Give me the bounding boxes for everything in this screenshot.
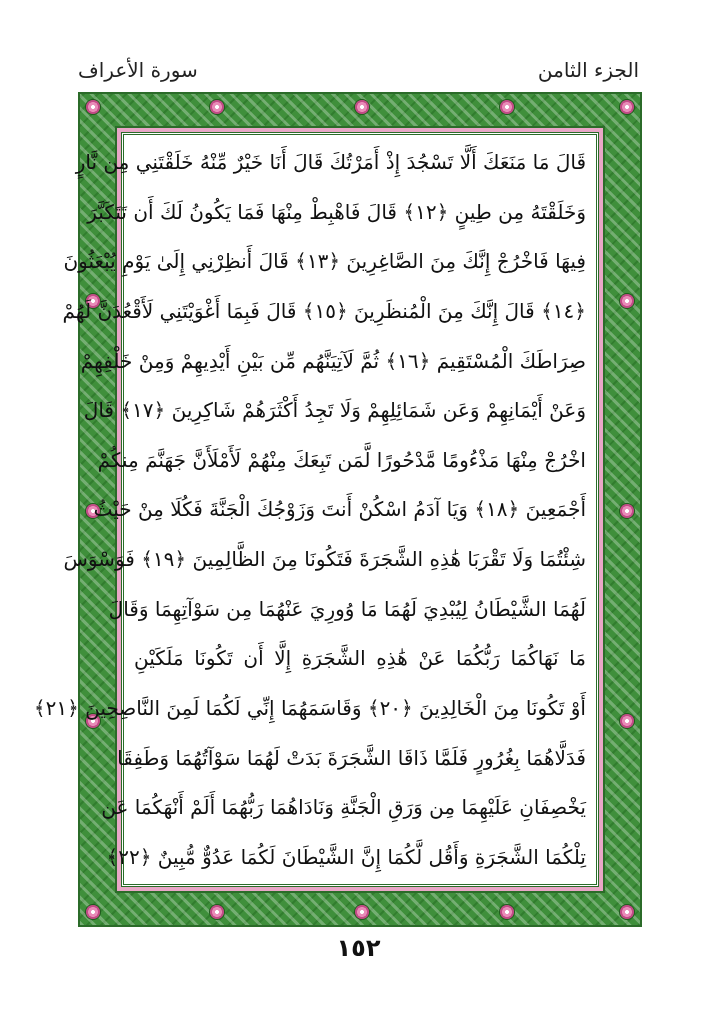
verse-line: ﴿١٤﴾ قَالَ إِنَّكَ مِنَ الْمُنظَرِينَ ﴿١٥﴾ قَالَ فَبِمَا أَغْوَيْتَنِي لَأَقْعُدَنَّ لَهُمْ — [62, 298, 586, 323]
verse-line: تِلْكُمَا الشَّجَرَةِ وَأَقُل لَّكُمَا إِنَّ الشَّيْطَانَ لَكُمَا عَدُوٌّ مُّبِينٌ ﴿٢٢﴾ — [106, 844, 586, 869]
flower-ornament-icon — [620, 504, 634, 518]
flower-ornament-icon — [86, 100, 100, 114]
flower-ornament-icon — [86, 905, 100, 919]
flower-ornament-icon — [355, 905, 369, 919]
flower-ornament-icon — [620, 100, 634, 114]
verse-line: وَعَنْ أَيْمَانِهِمْ وَعَن شَمَائِلِهِمْ وَلَا تَجِدُ أَكْثَرَهُمْ شَاكِرِينَ ﴿١٧﴾ قَالَ — [83, 398, 586, 423]
verse-line: أَوْ تَكُونَا مِنَ الْخَالِدِينَ ﴿٢٠﴾ وَقَاسَمَهُمَا إِنِّي لَكُمَا لَمِنَ النَّاصِحِينَ ﴿٢١﴾ — [33, 696, 586, 721]
verse-line: صِرَاطَكَ الْمُسْتَقِيمَ ﴿١٦﴾ ثُمَّ لَآتِيَنَّهُم مِّن بَيْنِ أَيْدِيهِمْ وَمِنْ خَلْفِهِمْ — [80, 348, 586, 373]
verse-line: مَا نَهَاكُمَا رَبُّكُمَا عَنْ هَٰذِهِ الشَّجَرَةِ إِلَّا أَن تَكُونَا مَلَكَيْنِ — [134, 646, 586, 671]
verse-line: لَهُمَا الشَّيْطَانُ لِيُبْدِيَ لَهُمَا مَا وُورِيَ عَنْهُمَا مِن سَوْآتِهِمَا وَقَالَ — [108, 596, 586, 621]
flower-ornament-icon — [620, 714, 634, 728]
flower-ornament-icon — [210, 100, 224, 114]
flower-ornament-icon — [500, 905, 514, 919]
flower-ornament-icon — [620, 294, 634, 308]
flower-ornament-icon — [500, 100, 514, 114]
verse-line: فِيهَا فَاخْرُجْ إِنَّكَ مِنَ الصَّاغِرِينَ ﴿١٣﴾ قَالَ أَنظِرْنِي إِلَىٰ يَوْمِ يُبْعَثُونَ — [63, 249, 586, 274]
page-border-frame — [33, 92, 642, 927]
text-panel — [33, 132, 599, 887]
verse-line: قَالَ مَا مَنَعَكَ أَلَّا تَسْجُدَ إِذْ أَمَرْتُكَ قَالَ أَنَا خَيْرٌ مِّنْهُ خَلَقْتَنِي مِن نَّارٍ — [75, 150, 586, 174]
verse-line: اخْرُجْ مِنْهَا مَذْءُومًا مَّدْحُورًا لَّمَن تَبِعَكَ مِنْهُمْ لَأَمْلَأَنَّ جَهَنَّمَ مِنكُمْ — [97, 447, 586, 472]
verse-line: فَدَلَّاهُمَا بِغُرُورٍ فَلَمَّا ذَاقَا الشَّجَرَةَ بَدَتْ لَهُمَا سَوْآتُهُمَا وَطَفِقَا — [117, 745, 586, 770]
verse-lines — [33, 143, 586, 876]
verse-line: وَخَلَقْتَهُ مِن طِينٍ ﴿١٢﴾ قَالَ فَاهْبِطْ مِنْهَا فَمَا يَكُونُ لَكَ أَن تَتَكَبَّرَ — [87, 199, 586, 224]
flower-ornament-icon — [355, 100, 369, 114]
page-number: ١٥٢ — [336, 934, 381, 962]
verse-line: شِئْتُمَا وَلَا تَقْرَبَا هَٰذِهِ الشَّجَرَةَ فَتَكُونَا مِنَ الظَّالِمِينَ ﴿١٩﴾ فَوَسْوَسَ — [63, 547, 586, 572]
verse-line: يَخْصِفَانِ عَلَيْهِمَا مِن وَرَقِ الْجَنَّةِ وَنَادَاهُمَا رَبُّهُمَا أَلَمْ أَنْهَكُمَا عَن — [101, 795, 586, 820]
juz-name: الجزء الثامن — [537, 58, 639, 82]
flower-ornament-icon — [210, 905, 224, 919]
verse-line: أَجْمَعِينَ ﴿١٨﴾ وَيَا آدَمُ اسْكُنْ أَنتَ وَزَوْجُكَ الْجَنَّةَ فَكُلَا مِنْ حَيْثُ — [93, 497, 586, 522]
flower-ornament-icon — [620, 905, 634, 919]
surah-name: سورة الأعراف — [78, 58, 198, 82]
